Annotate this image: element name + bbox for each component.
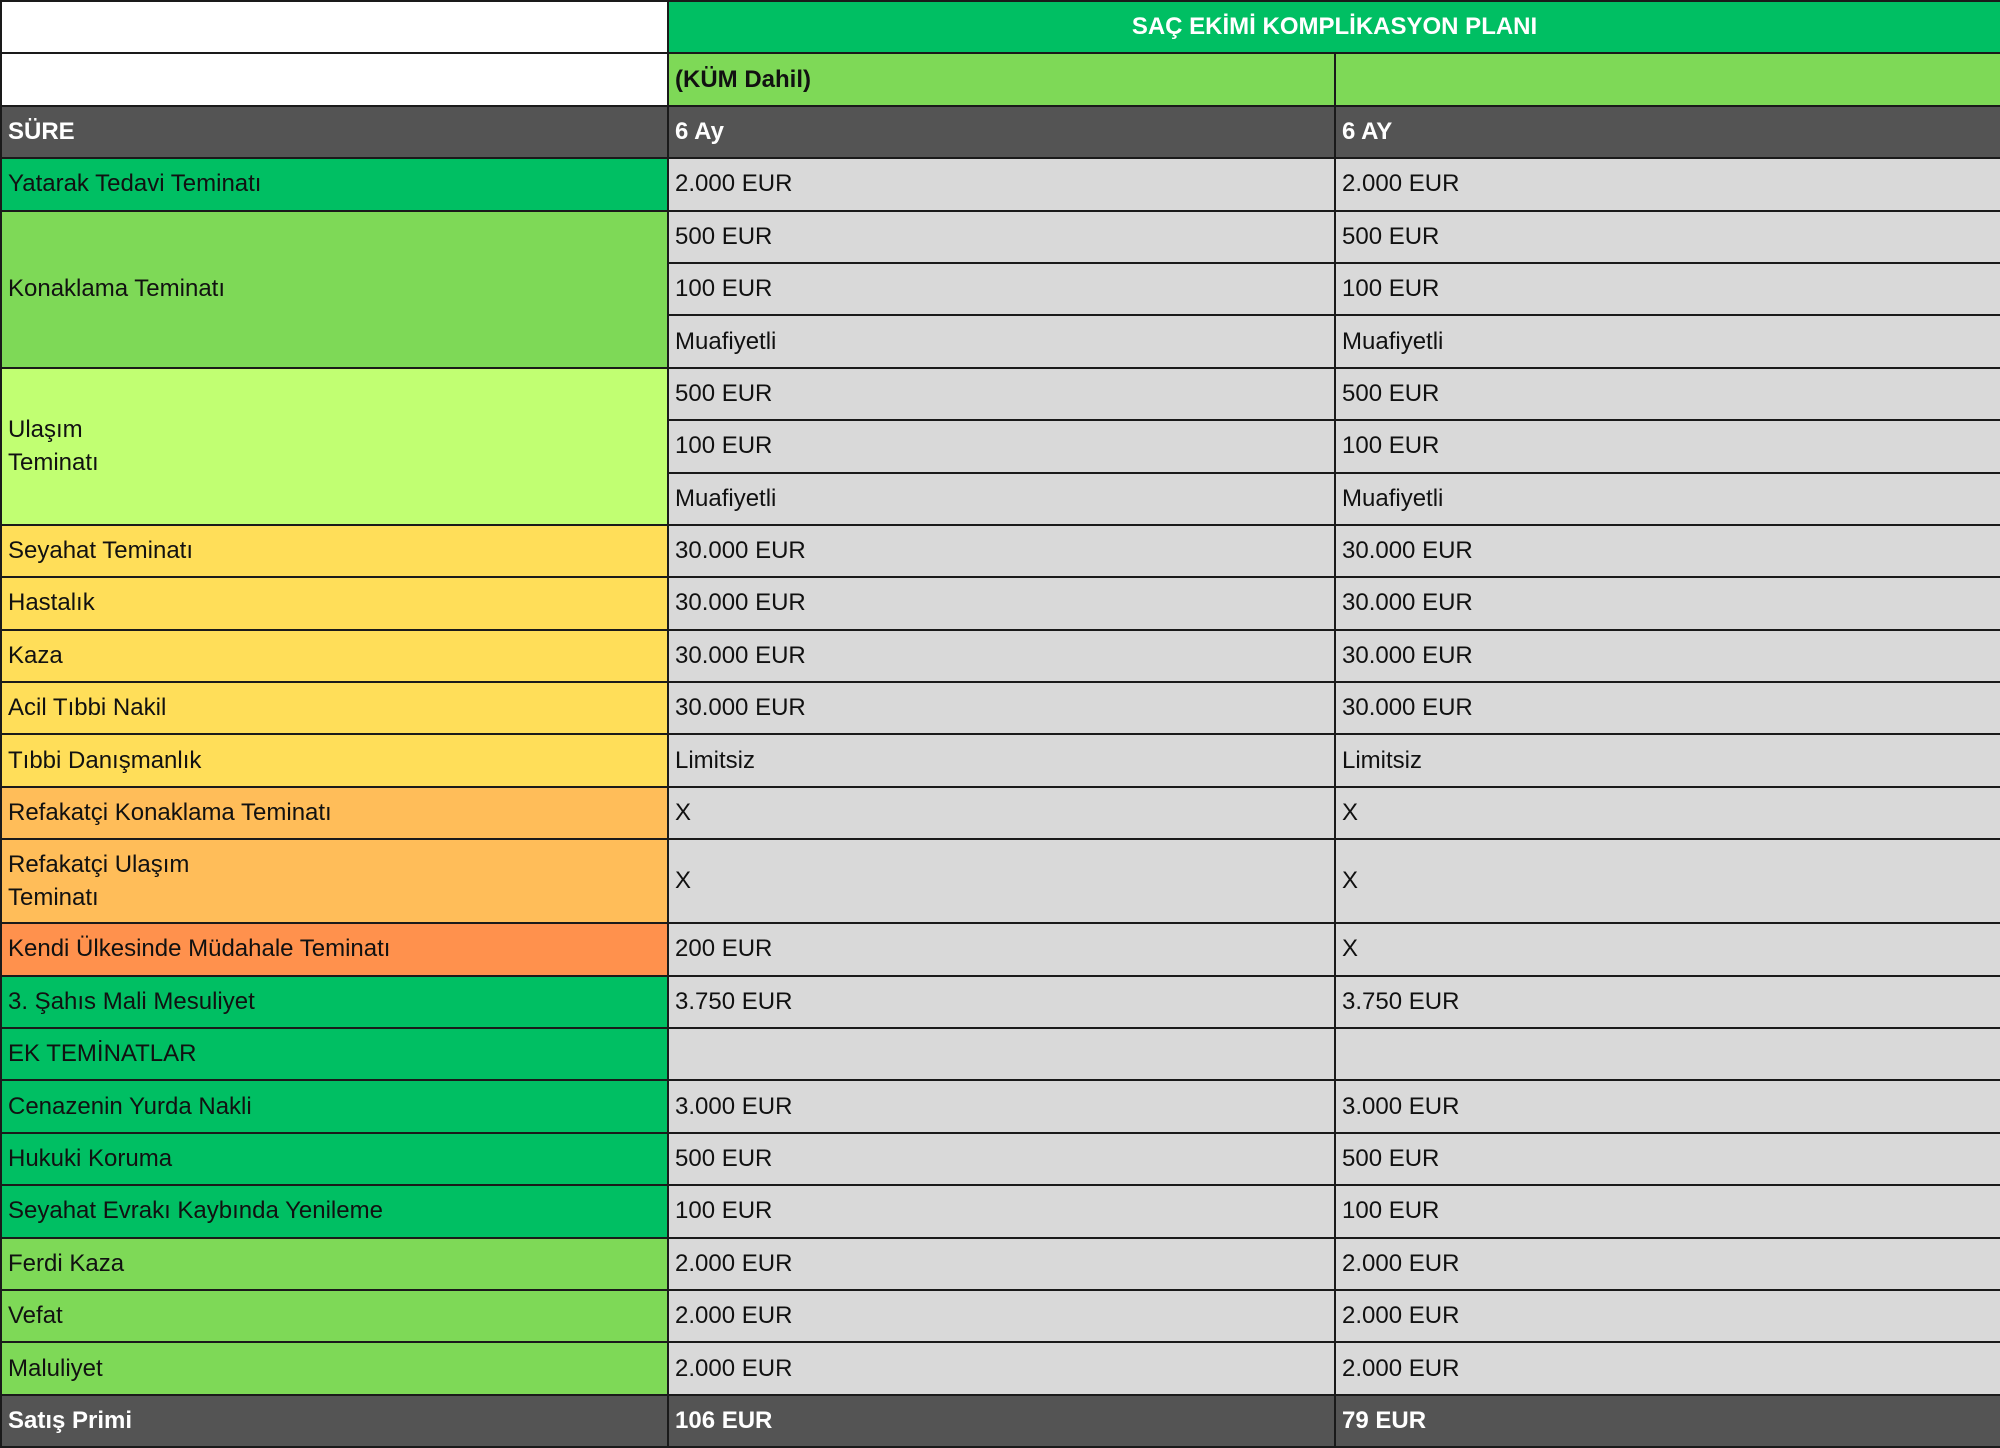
row-label: Acil Tıbbi Nakil [1,682,668,734]
row-label [1,839,668,923]
value-col2: 100 EUR [1335,263,2000,315]
row-label: Refakatçi Konaklama Teminatı [1,787,668,839]
value-col2: X [1335,787,2000,839]
table-row [1,368,2000,420]
value-col1: 2.000 EUR [668,1342,1335,1394]
empty-corner-cell [1,53,668,105]
premium-col2: 79 EUR [1335,1395,2000,1447]
table-row [1,734,2000,786]
value-col2: X [1335,839,2000,923]
value-col2: Limitsiz [1335,734,2000,786]
premium-col1: 106 EUR [668,1395,1335,1447]
value-col1: Muafiyetli [668,315,1335,367]
table-row [1,211,2000,263]
plan-title: SAÇ EKİMİ KOMPLİKASYON PLANI [668,1,2000,53]
value-col1: 3.750 EUR [668,976,1335,1028]
value-col1: 100 EUR [668,420,1335,472]
value-col1: 500 EUR [668,1133,1335,1185]
row-label: Cenazenin Yurda Nakli [1,1080,668,1132]
duration-row [1,106,2000,158]
value-col2: 30.000 EUR [1335,577,2000,629]
value-col2: Muafiyetli [1335,473,2000,525]
value-col2: 30.000 EUR [1335,682,2000,734]
row-label-line: Teminatı [8,449,99,477]
value-col2: 100 EUR [1335,420,2000,472]
value-col2: 100 EUR [1335,1185,2000,1237]
value-col1: Muafiyetli [668,473,1335,525]
row-label-line: Teminatı [8,884,99,912]
value-col2: 2.000 EUR [1335,1342,2000,1394]
duration-label: SÜRE [1,106,668,158]
row-label: Seyahat Teminatı [1,525,668,577]
row-label: Tıbbi Danışmanlık [1,734,668,786]
value-col1: 100 EUR [668,263,1335,315]
value-col2: 2.000 EUR [1335,158,2000,210]
table-row [1,839,2000,923]
value-col2: Muafiyetli [1335,315,2000,367]
value-col2: 30.000 EUR [1335,525,2000,577]
row-label-line: Ulaşım [8,416,83,444]
row-label: Maluliyet [1,1342,668,1394]
row-label: 3. Şahıs Mali Mesuliyet [1,976,668,1028]
value-col1: 30.000 EUR [668,525,1335,577]
value-col1: 30.000 EUR [668,577,1335,629]
row-label: Konaklama Teminatı [1,211,668,368]
table-row [1,525,2000,577]
table-row [1,577,2000,629]
row-label: Seyahat Evrakı Kaybında Yenileme [1,1185,668,1237]
title-row [1,1,2000,53]
table-row [1,158,2000,210]
variant-label-2 [1335,53,2000,105]
value-col1: 200 EUR [668,923,1335,975]
row-label: Hastalık [1,577,668,629]
value-col2 [1335,1028,2000,1080]
value-col2: 500 EUR [1335,211,2000,263]
value-col1: 500 EUR [668,211,1335,263]
value-col2: 3.000 EUR [1335,1080,2000,1132]
value-col2: 30.000 EUR [1335,630,2000,682]
row-label: Yatarak Tedavi Teminatı [1,158,668,210]
value-col2: 500 EUR [1335,368,2000,420]
variant-row [1,53,2000,105]
empty-corner-cell [1,1,668,53]
value-col1 [668,1028,1335,1080]
value-col1: 3.000 EUR [668,1080,1335,1132]
value-col1: X [668,787,1335,839]
value-col2: X [1335,923,2000,975]
row-label: Vefat [1,1290,668,1342]
table-row [1,1080,2000,1132]
table-row [1,923,2000,975]
value-col2: 2.000 EUR [1335,1238,2000,1290]
value-col1: Limitsiz [668,734,1335,786]
premium-label: Satış Primi [1,1395,668,1447]
value-col1: 2.000 EUR [668,1238,1335,1290]
table-row [1,787,2000,839]
value-col1: 2.000 EUR [668,1290,1335,1342]
section-row [1,1028,2000,1080]
value-col1: X [668,839,1335,923]
value-col1: 100 EUR [668,1185,1335,1237]
value-col1: 30.000 EUR [668,630,1335,682]
value-col2: 3.750 EUR [1335,976,2000,1028]
value-col1: 30.000 EUR [668,682,1335,734]
row-label-line: Refakatçi Ulaşım [8,851,190,879]
row-label: Kendi Ülkesinde Müdahale Teminatı [1,923,668,975]
table-row [1,1133,2000,1185]
table-row [1,1290,2000,1342]
value-col2: 500 EUR [1335,1133,2000,1185]
table-row [1,630,2000,682]
row-label [1,368,668,525]
section-label: EK TEMİNATLAR [1,1028,668,1080]
value-col1: 2.000 EUR [668,158,1335,210]
row-label: Ferdi Kaza [1,1238,668,1290]
row-label: Hukuki Koruma [1,1133,668,1185]
duration-col1: 6 Ay [668,106,1335,158]
table-row [1,1342,2000,1394]
table-row [1,1238,2000,1290]
duration-col2: 6 AY [1335,106,2000,158]
table-row [1,1185,2000,1237]
value-col2: 2.000 EUR [1335,1290,2000,1342]
row-label: Kaza [1,630,668,682]
table-row [1,682,2000,734]
premium-row [1,1395,2000,1447]
value-col1: 500 EUR [668,368,1335,420]
variant-label: (KÜM Dahil) [668,53,1335,105]
table-row [1,976,2000,1028]
